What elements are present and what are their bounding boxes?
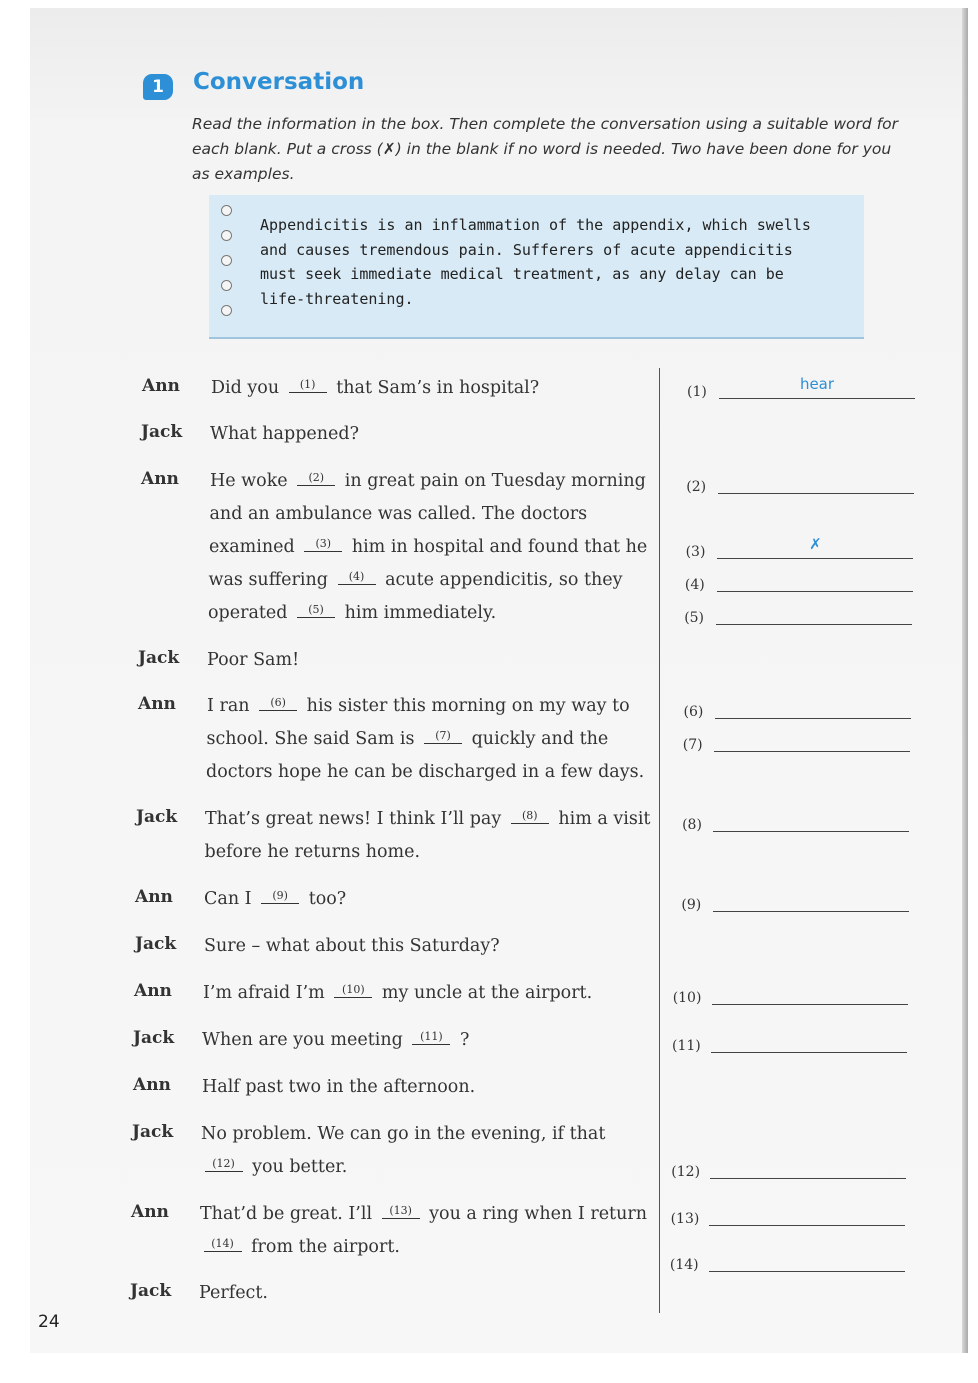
answer-line[interactable] bbox=[717, 558, 913, 559]
dialogue-line bbox=[209, 570, 623, 590]
answer-line[interactable] bbox=[709, 1225, 905, 1226]
dialogue-line bbox=[204, 889, 346, 909]
blank-marker: (2) bbox=[297, 471, 335, 486]
dialogue-text: him immediately. bbox=[339, 603, 497, 623]
dialogue-line bbox=[200, 1204, 647, 1224]
answer-line[interactable] bbox=[713, 831, 909, 832]
answer-line[interactable] bbox=[714, 751, 910, 752]
dialogue-text: I ran bbox=[207, 696, 256, 716]
blank-marker: (11) bbox=[412, 1030, 450, 1045]
answer-line[interactable] bbox=[711, 1052, 907, 1053]
speaker-ann: Ann bbox=[133, 1075, 171, 1095]
speaker-jack: Jack bbox=[138, 648, 180, 668]
answer-label: (14) bbox=[669, 1257, 699, 1273]
answer-line[interactable] bbox=[717, 591, 913, 592]
ring-icon bbox=[221, 305, 232, 316]
speaker-jack: Jack bbox=[135, 934, 177, 954]
dialogue-text: you a ring when I return bbox=[423, 1204, 647, 1224]
dialogue-text: Can I bbox=[204, 889, 258, 909]
speaker-jack: Jack bbox=[132, 1122, 174, 1142]
dialogue-text: When are you meeting bbox=[202, 1030, 409, 1050]
blank-marker: (14) bbox=[204, 1237, 242, 1252]
page-title: Conversation bbox=[193, 69, 365, 95]
dialogue-line bbox=[202, 1077, 475, 1097]
dialogue-text: before he returns home. bbox=[204, 842, 421, 862]
dialogue-text: Perfect. bbox=[199, 1283, 268, 1303]
info-line: must seek immediate medical treatment, as any delay can be bbox=[260, 265, 784, 283]
dialogue-line bbox=[202, 1030, 469, 1050]
speaker-jack: Jack bbox=[130, 1281, 172, 1301]
dialogue-text: too? bbox=[303, 889, 347, 909]
answer-label: (5) bbox=[684, 610, 705, 626]
dialogue-text: What happened? bbox=[210, 424, 359, 444]
speaker-ann: Ann bbox=[134, 981, 172, 1001]
answer-label: (12) bbox=[671, 1164, 701, 1180]
dialogue-text: doctors hope he can be discharged in a few days. bbox=[206, 762, 645, 782]
dialogue-text: his sister this morning on my way to bbox=[301, 696, 630, 716]
dialogue-text: Poor Sam! bbox=[207, 650, 300, 670]
speaker-jack: Jack bbox=[141, 422, 183, 442]
dialogue-text: you better. bbox=[246, 1157, 348, 1177]
dialogue-line bbox=[210, 504, 588, 524]
ring-icon bbox=[221, 280, 232, 291]
dialogue-text: Did you bbox=[211, 378, 285, 398]
dialogue-text: him a visit bbox=[552, 809, 651, 829]
dialogue-text: that Sam’s in hospital? bbox=[330, 378, 540, 398]
speaker-jack: Jack bbox=[133, 1028, 175, 1048]
answer-value: ✗ bbox=[809, 535, 822, 553]
answer-line[interactable] bbox=[713, 911, 909, 912]
answer-line[interactable] bbox=[718, 493, 914, 494]
dialogue-line bbox=[210, 471, 646, 491]
answer-label: (13) bbox=[670, 1211, 700, 1227]
notebook-rings bbox=[221, 205, 232, 330]
speaker-jack: Jack bbox=[136, 807, 178, 827]
info-line: life-threatening. bbox=[260, 289, 414, 308]
dialogue-text: He woke bbox=[210, 471, 294, 491]
answer-label: (3) bbox=[685, 544, 706, 560]
dialogue-line bbox=[208, 603, 496, 623]
dialogue-text: Half past two in the afternoon. bbox=[202, 1077, 476, 1097]
info-box bbox=[209, 195, 864, 339]
dialogue-line bbox=[207, 729, 609, 749]
dialogue-text: my uncle at the airport. bbox=[376, 983, 593, 1003]
answer-label: (7) bbox=[682, 737, 703, 753]
dialogue-text: That’s great news! I think I’ll pay bbox=[205, 809, 507, 829]
dialogue-line bbox=[200, 1237, 400, 1257]
info-text bbox=[260, 213, 850, 311]
dialogue-line bbox=[199, 1283, 268, 1303]
answer-line[interactable] bbox=[712, 1004, 908, 1005]
page-edge bbox=[962, 8, 968, 1353]
answer-label: (6) bbox=[683, 704, 704, 720]
answer-label: (2) bbox=[686, 479, 707, 495]
speaker-ann: Ann bbox=[142, 376, 180, 396]
dialogue-text: acute appendicitis, so they bbox=[379, 570, 623, 590]
answer-value: hear bbox=[799, 375, 835, 393]
speaker-ann: Ann bbox=[131, 1202, 169, 1222]
answer-label: (8) bbox=[682, 817, 702, 833]
dialogue-text: and an ambulance was called. The doctors bbox=[209, 504, 588, 524]
dialogue-line bbox=[203, 983, 592, 1003]
speaker-ann: Ann bbox=[141, 469, 179, 489]
answer-line[interactable] bbox=[716, 624, 912, 625]
dialogue-text: quickly and the bbox=[466, 729, 609, 749]
dialogue-line bbox=[207, 696, 630, 716]
blank-marker: (8) bbox=[511, 809, 549, 824]
answer-column-divider bbox=[659, 368, 660, 1313]
blank-marker: (6) bbox=[259, 696, 297, 711]
speaker-ann: Ann bbox=[135, 887, 173, 907]
dialogue-text: operated bbox=[208, 603, 294, 623]
blank-marker: (13) bbox=[382, 1204, 420, 1219]
dialogue-line bbox=[204, 936, 500, 956]
answer-label: (11) bbox=[672, 1038, 701, 1054]
answer-line[interactable] bbox=[710, 1178, 906, 1179]
answer-label: (1) bbox=[687, 384, 707, 400]
dialogue-line bbox=[206, 762, 644, 782]
speaker-ann: Ann bbox=[138, 694, 176, 714]
dialogue-line bbox=[207, 650, 299, 670]
dialogue-line bbox=[209, 537, 647, 557]
answer-label: (10) bbox=[672, 990, 702, 1006]
answer-line[interactable] bbox=[709, 1271, 905, 1272]
info-line: and causes tremendous pain. Sufferers of acute appendicitis bbox=[260, 240, 793, 259]
answer-label: (9) bbox=[681, 897, 702, 913]
dialogue-text: No problem. We can go in the evening, if that bbox=[201, 1124, 606, 1144]
dialogue-text: school. She said Sam is bbox=[206, 729, 421, 749]
dialogue-text: I’m afraid I’m bbox=[203, 983, 331, 1003]
dialogue-text: was suffering bbox=[208, 570, 334, 590]
dialogue-line bbox=[205, 809, 650, 829]
dialogue-line bbox=[201, 1124, 605, 1144]
dialogue-text: him in hospital and found that he bbox=[346, 537, 648, 557]
dialogue-text: Sure – what about this Saturday? bbox=[204, 936, 500, 956]
dialogue-text: ? bbox=[454, 1030, 470, 1050]
dialogue-text: That’d be great. I’ll bbox=[200, 1204, 378, 1224]
dialogue-line bbox=[211, 378, 539, 398]
dialogue-text: examined bbox=[209, 537, 301, 557]
dialogue-line bbox=[205, 842, 421, 862]
blank-marker: (10) bbox=[334, 983, 372, 998]
answer-line[interactable] bbox=[715, 718, 911, 719]
page-number: 24 bbox=[38, 1312, 60, 1332]
blank-marker: (3) bbox=[304, 537, 342, 552]
answer-line[interactable] bbox=[719, 398, 915, 399]
dialogue-line bbox=[201, 1157, 348, 1177]
ring-icon bbox=[221, 255, 232, 266]
instructions-text: Read the information in the box. Then complete the conversation using a suitable word for each blank. Put a cross (✗) in the blank if no word is needed. Two have been done for you as examples. bbox=[192, 115, 898, 183]
blank-marker: (1) bbox=[289, 378, 327, 393]
ring-icon bbox=[221, 230, 232, 241]
blank-marker: (9) bbox=[261, 889, 299, 904]
dialogue-text: in great pain on Tuesday morning bbox=[339, 471, 646, 491]
blank-marker: (7) bbox=[424, 729, 462, 744]
info-line: Appendicitis is an inflammation of the appendix, which swells bbox=[260, 216, 811, 234]
dialogue-line bbox=[210, 424, 359, 444]
section-number-badge: 1 bbox=[143, 74, 173, 100]
dialogue-text: from the airport. bbox=[245, 1237, 400, 1257]
answer-label: (4) bbox=[684, 577, 705, 593]
blank-marker: (12) bbox=[205, 1157, 243, 1172]
blank-marker: (5) bbox=[297, 603, 335, 618]
ring-icon bbox=[221, 205, 232, 216]
blank-marker: (4) bbox=[338, 570, 376, 585]
